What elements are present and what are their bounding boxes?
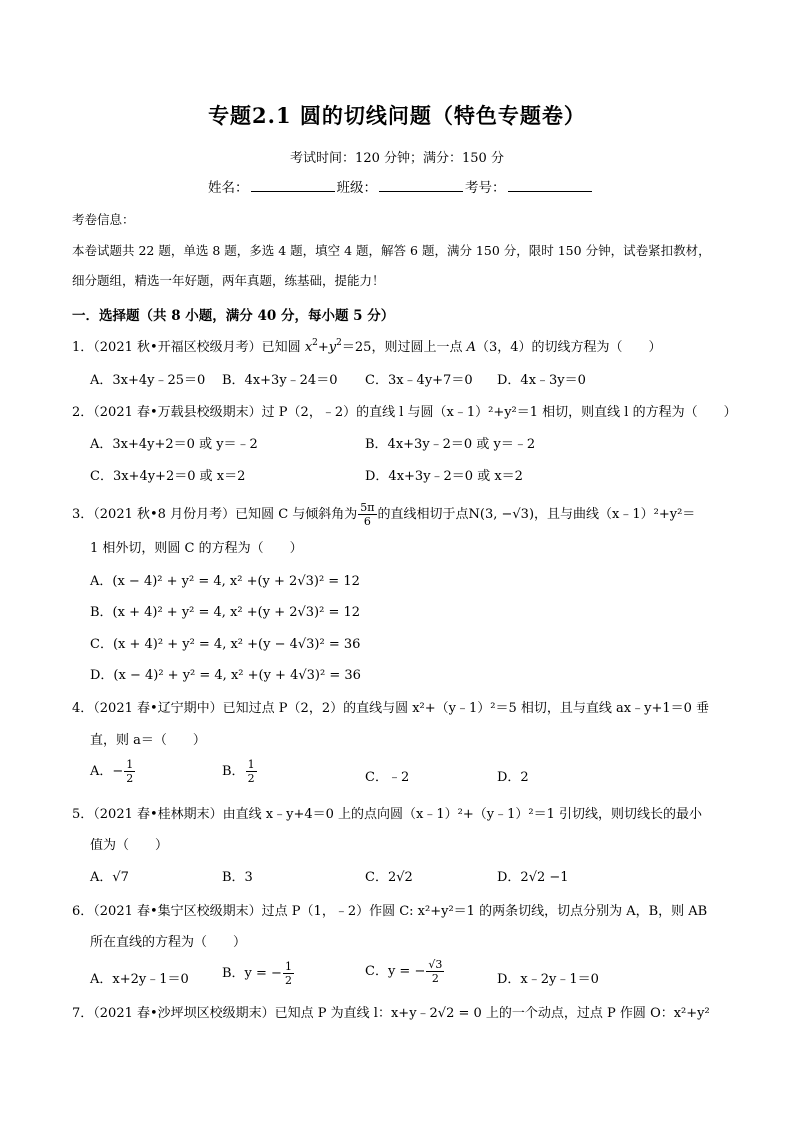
q6-c-fraction (426, 958, 444, 985)
q2-option-b[interactable]: B．4x+3y﹣2＝0 或 y＝﹣2 (365, 437, 536, 452)
q6-text-a: （2021 春•集宁区校级期末）过点 P（1，﹣2）作圆 C: x²+y²＝1 的两条切线，切点分别为 A，B，则 AB (93, 904, 708, 919)
q3-option-a[interactable]: A．(x − 4)² + y² = 4, x² +(y + 2√3)² = 12 (90, 574, 360, 589)
q3-option-b[interactable]: B．(x + 4)² + y² = 4, x² +(y + 2√3)² = 12 (90, 605, 361, 620)
q3-option-d[interactable]: D．(x − 4)² + y² = 4, x² +(y + 4√3)² = 36 (90, 668, 361, 683)
name-blank[interactable] (251, 180, 335, 192)
q6-number: 6． (72, 904, 94, 919)
q3-angle-fraction (358, 501, 376, 528)
q1-option-c[interactable]: C．3x﹣4y+7＝0 (365, 373, 473, 388)
number-blank[interactable] (508, 180, 592, 192)
question-7 (72, 1002, 710, 1021)
q3-text-a: （2021 秋•8 月份月考）已知圆 C 与倾斜角为 (93, 507, 358, 522)
q6-option-d[interactable]: D．x﹣2y﹣1＝0 (497, 972, 599, 987)
q3-text-c: 1 相外切，则圆 C 的方程为（ ） (90, 541, 303, 556)
q6-b-den: 2 (284, 974, 292, 987)
q2-number: 2． (72, 405, 94, 420)
q6-option-c[interactable] (365, 958, 445, 985)
question-6 (72, 900, 707, 919)
intro-heading: 考卷信息： (72, 212, 135, 227)
q6-c-den: 2 (431, 972, 439, 985)
q7-text: （2021 春•沙坪坝区校级期末）已知点 P 为直线 l：x+y﹣2√2 = 0 上的一个动点，过点 P 作圆 O：x²+y² (93, 1006, 710, 1021)
intro-line-2: 细分题组，精选一年好题，两年真题，练基础，提能力！ (72, 273, 385, 288)
q3-frac-num: 5π (360, 501, 375, 514)
name-label: 姓名： (208, 180, 249, 196)
q4-option-b-label: B． (222, 764, 245, 779)
q5-number: 5． (72, 807, 94, 822)
q7-number: 7． (72, 1006, 94, 1021)
number-label: 考号： (465, 180, 506, 196)
student-info-line (208, 176, 594, 196)
q5-option-b[interactable]: B．3 (222, 870, 253, 885)
q4-option-a[interactable] (90, 758, 136, 785)
q1-option-a[interactable]: A．3x+4y﹣25＝0 (90, 373, 206, 388)
q1-number: 1． (72, 340, 94, 355)
q5-option-c[interactable]: C．2√2 (365, 870, 413, 885)
q1-point: （3，4）的切线方程为（ ） (475, 340, 662, 355)
q5-option-d[interactable]: D．2√2 −1 (497, 870, 569, 885)
q6-text-b: 所在直线的方程为（ ） (90, 935, 247, 950)
q4-option-c[interactable]: C．﹣2 (365, 770, 410, 785)
q3-text-b: 的直线相切于点N(3, −√3)，且与曲线（x﹣1）²+y²＝ (377, 507, 696, 522)
q3-option-c[interactable]: C．(x + 4)² + y² = 4, x² +(y − 4√3)² = 36 (90, 637, 361, 652)
q3-frac-den: 6 (363, 515, 371, 528)
q5-text-b: 值为（ ） (90, 838, 169, 853)
q6-option-b[interactable] (222, 960, 295, 987)
q1-tail: ，则过圆上一点 (371, 340, 467, 355)
q4-b-num: 1 (247, 758, 255, 771)
page-title: 专题2.1 圆的切线问题（特色专题卷） (208, 103, 586, 128)
intro-line-1: 本卷试题共 22 题，单选 8 题，多选 4 题，填空 4 题，解答 6 题，满分 150 分，限时 150 分钟，试卷紧扣教材， (72, 243, 711, 258)
q4-text-a: （2021 春•辽宁期中）已知过点 P（2，2）的直线与圆 x²+（y﹣1）²＝5 相切，且与直线 ax﹣y+1＝0 垂 (93, 701, 710, 716)
question-2 (72, 401, 737, 420)
q2-option-c[interactable]: C．3x+4y+2＝0 或 x＝2 (90, 469, 246, 484)
exam-meta: 考试时间：120 分钟；满分：150 分 (290, 151, 504, 166)
q6-c-num: √3 (428, 958, 443, 971)
q4-b-fraction (246, 758, 257, 785)
q5-text-a: （2021 春•桂林期末）由直线 x﹣y+4＝0 上的点向圆（x﹣1）²+（y﹣1）²＝1 引切线，则切线长的最小 (93, 807, 702, 822)
question-1: 1．（2021 秋•开福区校级月考）已知圆 $x^2+y^2=25$，则过圆上一点 A（3，4）的切线方程为（ ） (72, 338, 662, 355)
question-4 (72, 697, 709, 716)
q2-option-a[interactable]: A．3x+4y+2＝0 或 y＝﹣2 (90, 437, 258, 452)
q6-option-c-label: C．y = − (365, 964, 426, 979)
section-heading: 一．选择题（共 8 小题，满分 40 分，每小题 5 分） (72, 308, 395, 324)
q6-b-num: 1 (284, 960, 292, 973)
q6-option-a[interactable]: A．x+2y﹣1＝0 (90, 972, 189, 987)
q3-number: 3． (72, 507, 94, 522)
q4-number: 4． (72, 701, 94, 716)
q6-b-fraction (283, 960, 294, 987)
q4-a-num: 1 (126, 758, 134, 771)
q5-option-a[interactable]: A．√7 (90, 870, 129, 885)
q4-option-d[interactable]: D．2 (497, 770, 529, 785)
q2-text: （2021 春•万载县校级期末）过 P（2，﹣2）的直线 l 与圆（x﹣1）²+y²＝1 相切，则直线 l 的方程为（ ） (93, 405, 737, 420)
q1-source: （2021 秋•开福区校级月考）已知圆 (93, 340, 305, 355)
q6-option-b-label: B．y = − (222, 966, 282, 981)
question-3 (72, 501, 695, 528)
q1-option-b[interactable]: B．4x+3y﹣24＝0 (222, 373, 338, 388)
class-blank[interactable] (379, 180, 463, 192)
q4-option-b[interactable] (222, 758, 258, 785)
q2-option-d[interactable]: D．4x+3y﹣2＝0 或 x＝2 (365, 469, 523, 484)
q4-b-den: 2 (247, 772, 255, 785)
question-5 (72, 803, 702, 822)
q4-text-b: 直，则 a＝（ ） (90, 733, 206, 748)
class-label: 班级： (336, 180, 377, 196)
q4-option-a-label: A．− (90, 764, 124, 779)
q4-a-den: 2 (126, 772, 134, 785)
q4-a-fraction (124, 758, 135, 785)
q1-option-d[interactable]: D．4x﹣3y＝0 (497, 373, 586, 388)
